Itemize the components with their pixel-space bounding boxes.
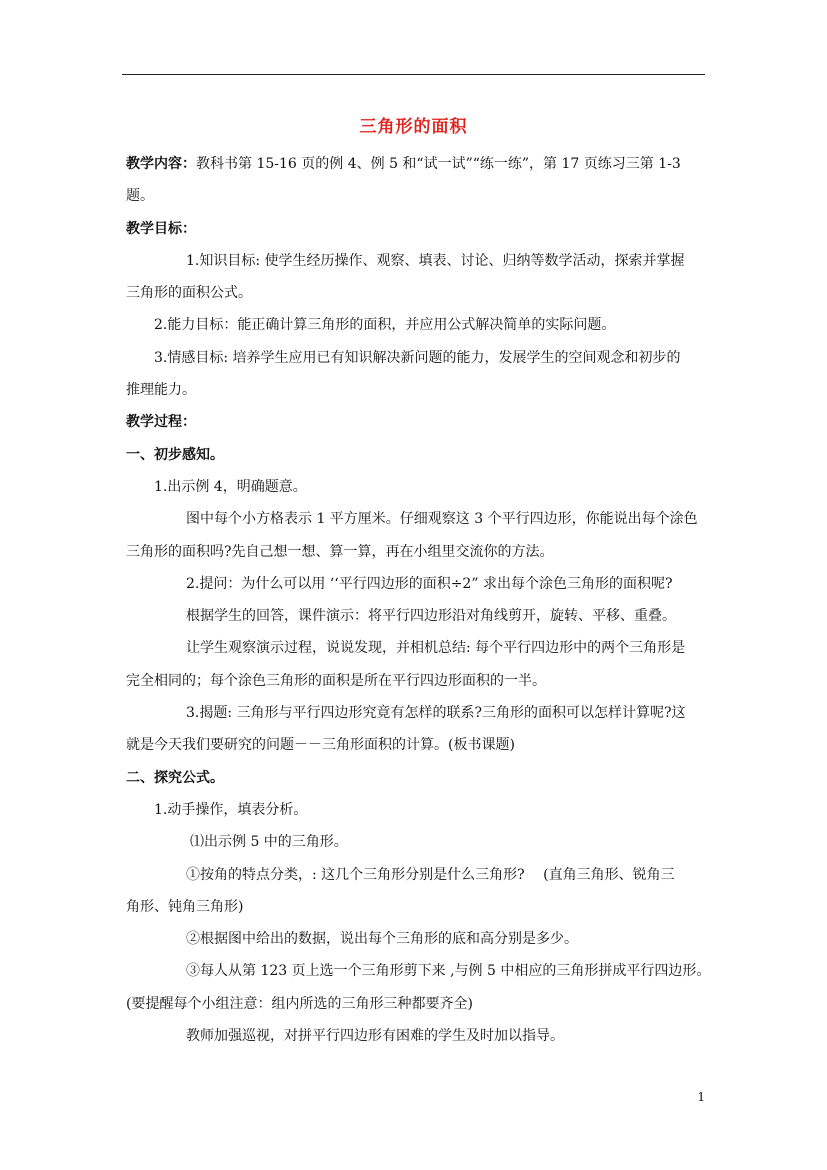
section-heading: 教学目标： xyxy=(126,220,196,237)
paragraph-line: 3.揭题: 三角形与平行四边形究竟有怎样的联系?三角形的面积可以怎样计算呢?这 xyxy=(186,705,686,722)
paragraph-line: 题。 xyxy=(126,188,154,205)
paragraph-line: 就是今天我们要研究的问题－－三角形面积的计算。(板书课题) xyxy=(126,737,515,754)
header-rule xyxy=(122,74,705,75)
paragraph-line: 3.情感目标: 培养学生应用已有知识解决新问题的能力，发展学生的空间观念和初步的 xyxy=(154,349,681,366)
paragraph-line: 完全相同的；每个涂色三角形的面积是所在平行四边形面积的一半。 xyxy=(126,672,546,689)
paragraph-line: ①按角的特点分类，: 这几个三角形分别是什么三角形? (直角三角形、锐角三 xyxy=(186,866,675,883)
paragraph-line: ⑴出示例 5 中的三角形。 xyxy=(190,834,348,851)
paragraph-line: 1.出示例 4，明确题意。 xyxy=(154,478,307,495)
document-body xyxy=(126,148,711,1052)
paragraph-line: 1.动手操作，填表分析。 xyxy=(154,801,308,818)
section-heading: 二、探究公式。 xyxy=(126,769,224,786)
paragraph-line xyxy=(126,148,704,180)
paragraph-line: 让学生观察演示过程，说说发现，并相机总结: 每个平行四边形中的两个三角形是 xyxy=(186,640,686,657)
paragraph-line: (要提醒每个小组注意：组内所选的三角形三种都要齐全) xyxy=(126,995,473,1012)
paragraph-line: 2.提问：为什么可以用 ‘‘平行四边形的面积÷2” 求出每个涂色三角形的面积呢? xyxy=(186,575,673,592)
paragraph-line: ②根据图中给出的数据，说出每个三角形的底和高分别是多少。 xyxy=(186,931,578,948)
section-heading: 教学过程： xyxy=(126,414,196,431)
paragraph-line: 2.能力目标：能正确计算三角形的面积，并应用公式解决简单的实际问题。 xyxy=(154,317,616,334)
paragraph-line: 角形、钝角三角形) xyxy=(126,898,244,915)
paragraph-line: 图中每个小方格表示 1 平方厘米。仔细观察这 3 个平行四边形，你能说出每个涂色 xyxy=(186,511,698,528)
section-heading: 一、初步感知。 xyxy=(126,446,224,463)
paragraph-line: 1.知识目标: 使学生经历操作、观察、填表、讨论、归纳等数学活动，探索并掌握 xyxy=(186,252,685,269)
line-text: 教科书第 15-16 页的例 4、例 5 和“试一试”“练一练”，第 17 页练习三第 1-3 xyxy=(196,156,681,172)
paragraph-line: 根据学生的回答，课件演示：将平行四边形沿对角线剪开，旋转、平移、重叠。 xyxy=(186,608,676,625)
paragraph-line: 推理能力。 xyxy=(126,382,196,399)
section-label: 教学内容： xyxy=(126,156,196,172)
paragraph-line: 教师加强巡视，对拼平行四边形有困难的学生及时加以指导。 xyxy=(186,1028,564,1045)
page-number: 1 xyxy=(697,1090,705,1104)
paragraph-line: ③每人从第 123 页上选一个三角形剪下来 ,与例 5 中相应的三角形拼成平行四边形。 xyxy=(186,963,711,980)
document-title: 三角形的面积 xyxy=(359,117,468,137)
paragraph-line: 三角形的面积吗?先自己想一想、算一算，再在小组里交流你的方法。 xyxy=(126,543,554,560)
paragraph-line: 三角形的面积公式。 xyxy=(126,285,252,302)
